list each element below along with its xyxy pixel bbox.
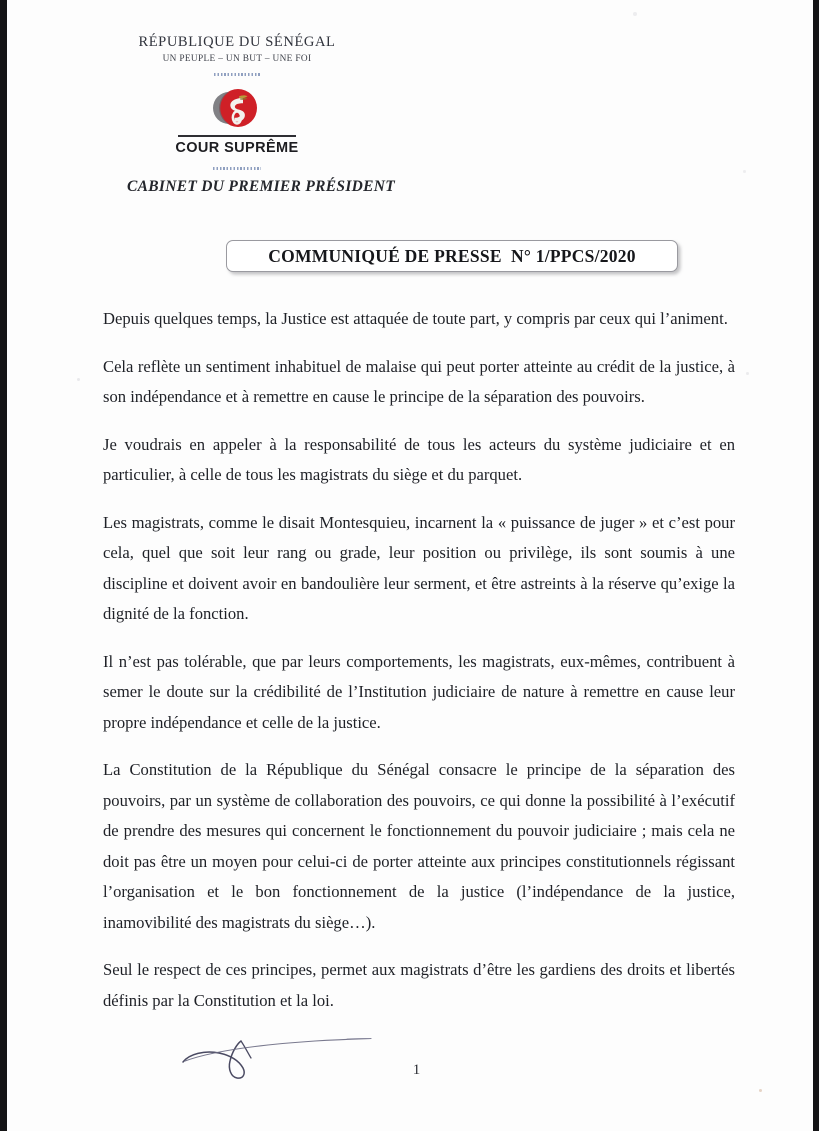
paper-surface [7,0,813,1131]
cour-supreme-emblem-icon [213,86,261,132]
scan-edge-band-left [0,0,7,1131]
letterhead [7,34,467,170]
dotted-separator-top [214,73,260,76]
paragraph: Depuis quelques temps, la Justice est attaquée de toute part, y compris par ceux qui l’animent. [103,309,728,328]
paragraph: Cela reflète un sentiment inhabituel de malaise qui peut porter atteinte au crédit de la justice, à son indépendance et à remettre en cause le principe de la séparation des pouvoirs. [103,356,735,406]
paragraph: Seul le respect de ces principes, permet aux magistrats d’être les gardiens des droits et libertés définis par la Constitution et la loi. [103,960,735,1010]
press-release-title-box [226,240,678,272]
paragraph: Il n’est pas tolérable, que par leurs comportements, les magistrats, eux-mêmes, contribuent à semer le doute sur la crédibilité de l’Institution judiciaire de nature à remettre en cause leur propre indépendance et celle de la justice. [103,651,735,732]
emblem-container [7,86,467,134]
document-body [103,304,735,1016]
scan-edge-band-right [813,0,819,1131]
scan-speck [746,372,749,375]
national-motto: UN PEUPLE – UN BUT – UNE FOI [162,54,312,64]
scan-speck [759,1089,762,1092]
paragraph: La Constitution de la République du Sénégal consacre le principe de la séparation des pouvoirs, par un système de collaboration des pouvoirs, ce qui donne la possibilité à l’exécutif de prendre des mesures qui concernent le fonctionnement du pouvoir judiciaire ; mais cela ne doit pas être un moyen pour celui-ci de porter atteinte aux principes constitutionnels régissant l’organisation et le bon fonctionnement de la justice (l’indépendance de la justice, inamovibilité des magistrats du siège…). [103,760,735,932]
handwritten-signature [175,1028,435,1088]
scan-speck [633,12,637,16]
press-release-title: COMMUNIQUÉ DE PRESSE N° 1/PPCS/2020 [268,245,636,266]
office-subtitle: CABINET DU PREMIER PRÉSIDENT [126,178,396,195]
dotted-separator-bottom [213,167,261,170]
scan-speck [77,378,80,381]
institution-name: COUR SUPRÊME [175,139,299,156]
institution-rule [178,135,296,137]
scan-speck [743,170,746,173]
republic-title: RÉPUBLIQUE DU SÉNÉGAL [138,34,336,50]
paragraph: Je voudrais en appeler à la responsabilité de tous les acteurs du système judiciaire et en particulier, à celle de tous les magistrats du siège et du parquet. [103,434,735,484]
page-number: 1 [412,1062,421,1078]
paragraph: Les magistrats, comme le disait Montesquieu, incarnent la « puissance de juger » et c’est pour cela, quel que soit leur rang ou grade, leur position ou privilège, ils sont soumis à une discipline et doivent avoir en bandoulière leur serment, et être astreints à la réserve qu’exige la dignité de la fonction. [103,512,735,623]
